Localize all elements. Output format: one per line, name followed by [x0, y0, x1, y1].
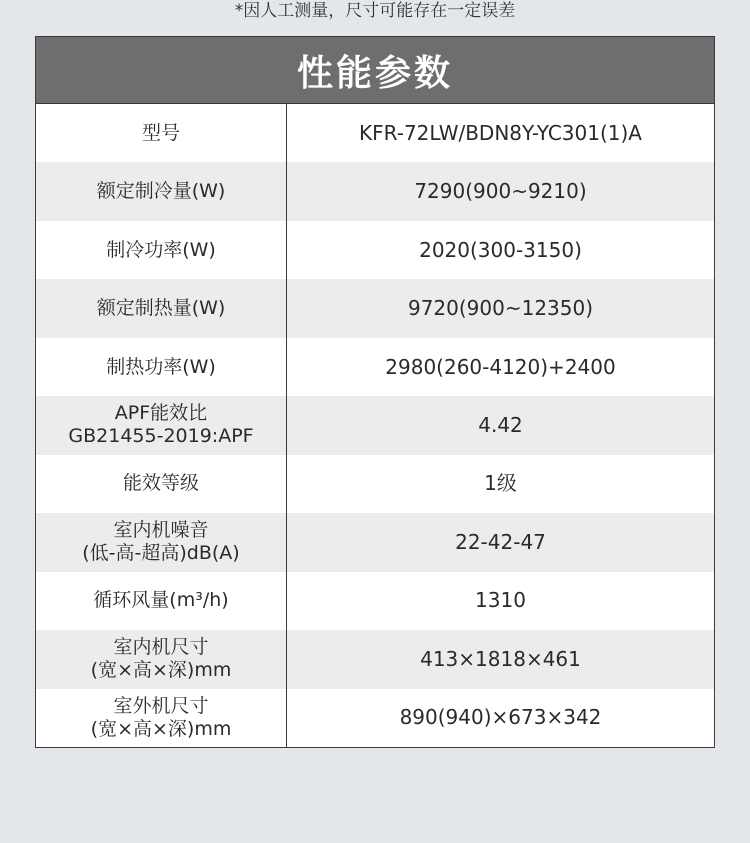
- table-row: [36, 630, 714, 688]
- spec-label-indoor-noise: 室内机噪音 (低-高-超高)dB(A): [36, 513, 287, 571]
- table-row: [36, 513, 714, 571]
- table-row: [36, 162, 714, 220]
- spec-value-cooling-power: 2020(300-3150): [419, 237, 582, 262]
- spec-value-heating-power: 2980(260-4120)+2400: [385, 354, 616, 379]
- spec-label-heating-capacity: 额定制热量(W): [36, 279, 287, 337]
- spec-label-indoor-size: 室内机尺寸 (宽×高×深)mm: [36, 630, 287, 688]
- table-row: [36, 104, 714, 162]
- spec-label-outdoor-size: 室外机尺寸 (宽×高×深)mm: [36, 689, 287, 747]
- spec-value-indoor-size: 413×1818×461: [420, 646, 581, 671]
- spec-value-model: KFR-72LW/BDN8Y-YC301(1)A: [359, 120, 642, 145]
- spec-value-indoor-noise: 22-42-47: [455, 529, 546, 554]
- spec-rows: [36, 104, 714, 747]
- spec-value-cooling-capacity: 7290(900~9210): [414, 179, 587, 204]
- spec-label-energy-grade: 能效等级: [36, 455, 287, 513]
- table-title: 性能参数: [36, 37, 714, 104]
- spec-table: [35, 36, 715, 748]
- table-row: [36, 338, 714, 396]
- table-row: [36, 279, 714, 337]
- table-row: [36, 689, 714, 747]
- spec-label-cooling-capacity: 额定制冷量(W): [36, 162, 287, 220]
- spec-label-apf: APF能效比 GB21455-2019:APF: [36, 396, 287, 454]
- measurement-disclaimer: *因人工测量，尺寸可能存在一定误差: [234, 1, 516, 21]
- spec-value-heating-capacity: 9720(900~12350): [407, 296, 594, 321]
- table-row: [36, 572, 714, 630]
- spec-value-outdoor-size: 890(940)×673×342: [399, 705, 602, 730]
- spec-value-apf: 4.42: [478, 412, 523, 437]
- spec-label-cooling-power: 制冷功率(W): [36, 221, 287, 279]
- spec-value-airflow: 1310: [475, 588, 526, 613]
- spec-label-model: 型号: [36, 104, 287, 162]
- table-row: [36, 396, 714, 454]
- spec-label-heating-power: 制热功率(W): [36, 338, 287, 396]
- table-row: [36, 221, 714, 279]
- spec-value-energy-grade: 1级: [484, 471, 517, 496]
- spec-label-airflow: 循环风量(m³/h): [36, 572, 287, 630]
- table-row: [36, 455, 714, 513]
